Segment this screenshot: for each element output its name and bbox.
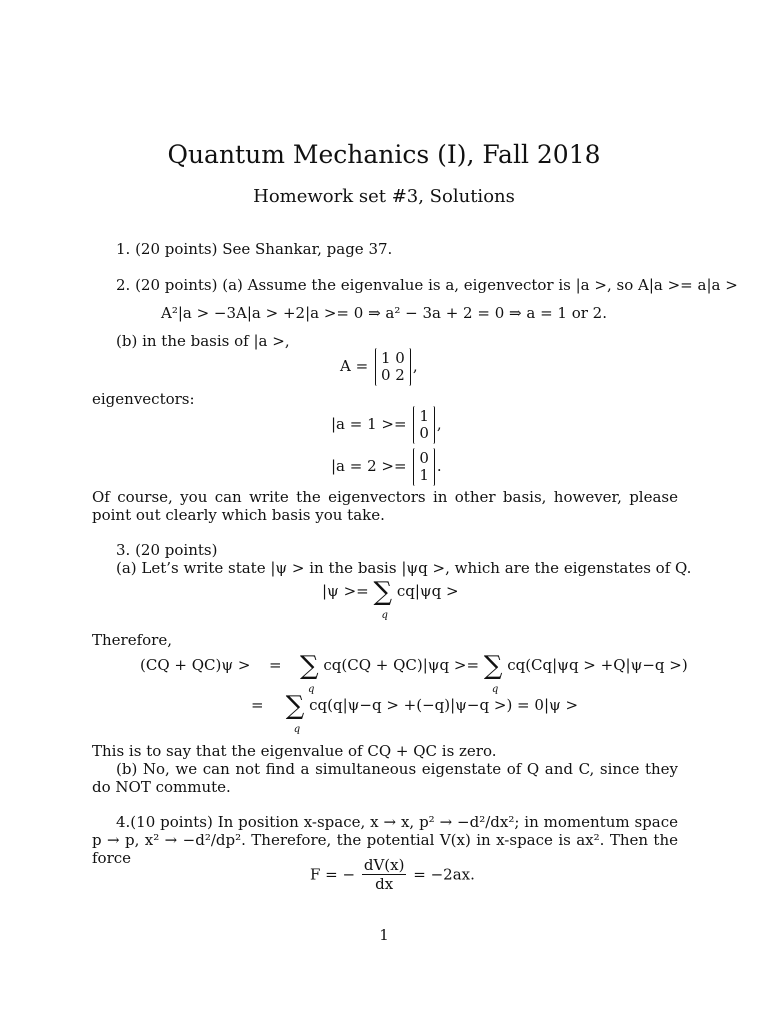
eigenvector-1-label: |a = 1 >=: [331, 415, 407, 433]
page-subtitle: Homework set #3, Solutions: [253, 186, 515, 207]
equation-force: [310, 856, 475, 893]
expansion-right: cq|ψq >: [396, 582, 459, 600]
eigenvector-2-row-1: 0: [419, 449, 429, 467]
anticommutator-rhs-3: cq(q|ψ−q > +(−q)|ψ−q >) = 0|ψ >: [309, 696, 579, 714]
eigenvector-2-label: |a = 2 >=: [331, 457, 407, 475]
equation-anticommutator-line-1: [140, 651, 688, 695]
eigenvector-1-row-2: 0: [419, 424, 429, 442]
problem-2-note: Of course, you can write the eigenvectors in other basis, however, please point out clearly which basis you take.: [92, 488, 678, 524]
matrix-A-label: A =: [340, 357, 369, 375]
sum-symbol: ∑ q: [285, 691, 305, 735]
matrix-A-row-2: 0 2: [380, 366, 405, 384]
eigenvector-1-body: [413, 406, 435, 444]
equation-expansion: [322, 577, 459, 621]
anticommutator-rhs-2: cq(Cq|ψq > +Q|ψ−q >): [507, 656, 688, 674]
equation-anticommutator-line-2: [251, 691, 579, 735]
matrix-A-body: [375, 348, 411, 386]
fraction-denominator: dx: [375, 875, 394, 893]
sum-index: q: [491, 684, 499, 695]
therefore-label: Therefore,: [92, 631, 172, 649]
force-rhs: = −2ax.: [413, 865, 475, 884]
sum-index: q: [293, 724, 301, 735]
equation-eigenvalue: A²|a > −3A|a > +2|a >= 0 ⇒ a² − 3a + 2 = 0 ⇒ a = 1 or 2.: [160, 304, 607, 322]
force-fraction: [362, 856, 407, 893]
sum-index: q: [308, 684, 315, 695]
expansion-left: |ψ >=: [322, 582, 369, 600]
equals-sign: =: [268, 656, 282, 674]
anticommutator-rhs-1: cq(CQ + QC)|ψq >=: [323, 656, 480, 674]
eigenvector-2-body: [413, 448, 435, 486]
problem-3-conclusion: This is to say that the eigenvalue of CQ + QC is zero.: [92, 742, 497, 760]
eigenvector-2: |a = 2 >= 0 1 .: [331, 449, 442, 484]
fraction-numerator: dV(x): [363, 856, 405, 874]
sum-symbol: ∑ q: [373, 577, 393, 621]
page-number: 1: [379, 926, 389, 944]
sum-index: q: [381, 610, 388, 621]
problem-4: 4.(10 points) In position x-space, x → x, p² → −d²/dx²; in momentum space p → p, x² → −d²/dp². Therefore, the potential V(x) in x-space is ax². Then the force: [92, 813, 678, 867]
eigenvector-2-row-2: 1: [419, 466, 429, 484]
anticommutator-lhs: (CQ + QC)ψ >: [140, 656, 251, 674]
problem-2a: 2. (20 points) (a) Assume the eigenvalue is a, eigenvector is |a >, so A|a >= a|a >: [116, 276, 738, 294]
problem-3b: (b) No, we can not find a simultaneous eigenstate of Q and C, since they do NOT commute.: [92, 760, 678, 796]
eigenvectors-label: eigenvectors:: [92, 390, 195, 408]
problem-1: 1. (20 points) See Shankar, page 37.: [116, 240, 393, 258]
matrix-A: A = 1 0 0 2 ,: [340, 349, 418, 384]
page-title: Quantum Mechanics (I), Fall 2018: [167, 140, 601, 169]
eigenvector-1-row-1: 1: [419, 407, 429, 425]
equals-sign: =: [251, 696, 264, 714]
force-lhs: F = −: [310, 865, 356, 884]
eigenvector-1: |a = 1 >= 1 0 ,: [331, 407, 442, 442]
sum-symbol: ∑ q: [483, 651, 503, 695]
matrix-A-row-1: 1 0: [380, 349, 405, 367]
problem-3: 3. (20 points): [116, 541, 218, 559]
problem-3a: (a) Let’s write state |ψ > in the basis |ψq >, which are the eigenstates of Q.: [116, 559, 692, 577]
sum-symbol: ∑ q: [300, 651, 319, 695]
problem-2b: (b) in the basis of |a >,: [116, 332, 290, 350]
